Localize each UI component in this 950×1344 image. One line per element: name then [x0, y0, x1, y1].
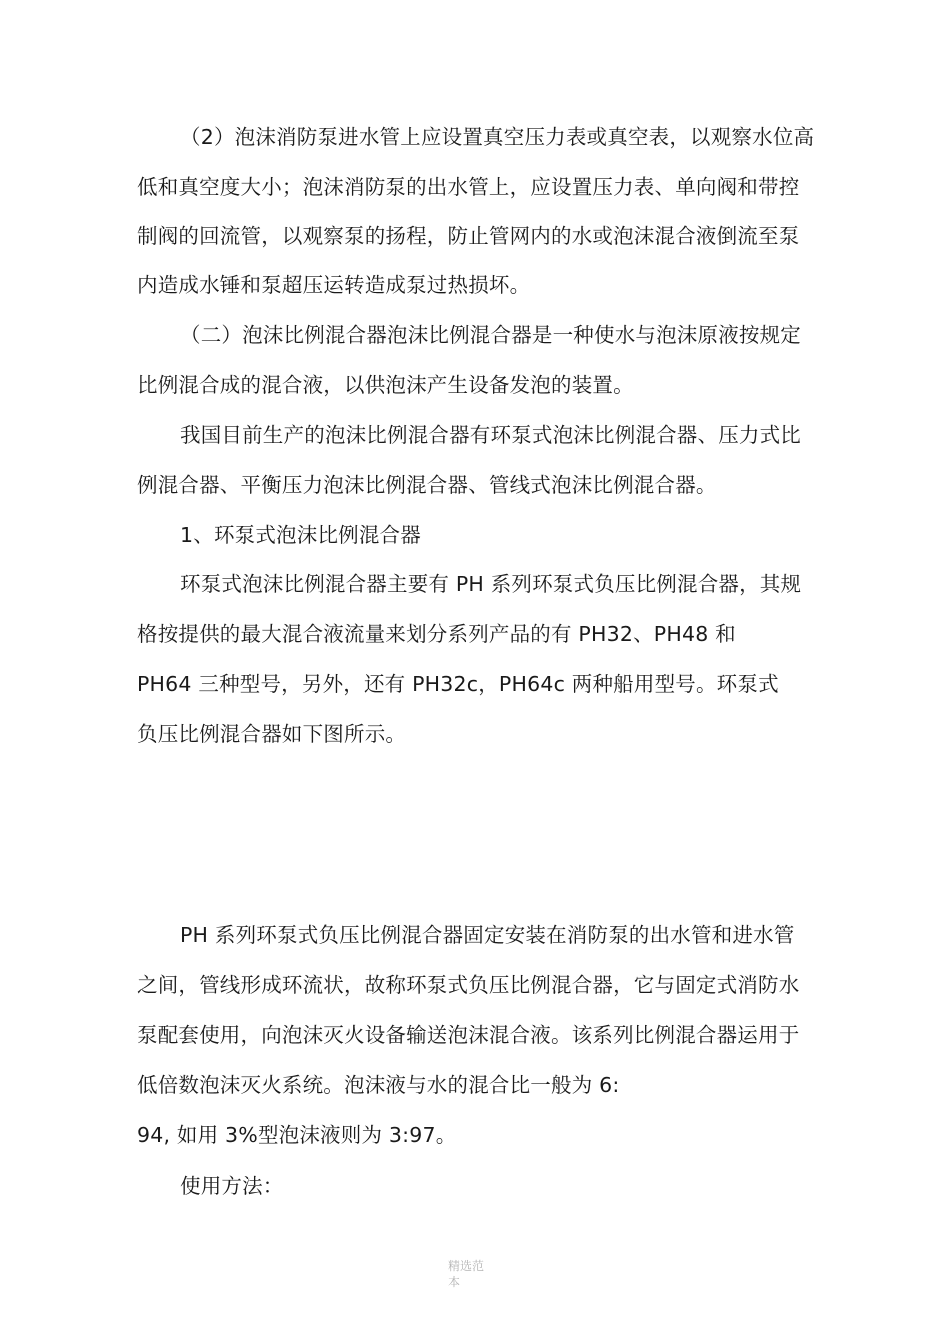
paragraph-line: PH64 三种型号，另外，还有 PH32c，PH64c 两种船用型号。环泵式 — [137, 672, 779, 696]
paragraph-line: 负压比例混合器如下图所示。 — [137, 722, 407, 746]
section-heading: 1、环泵式泡沫比例混合器 — [180, 523, 421, 547]
paragraph-line: 内造成水锤和泵超压运转造成泵过热损坏。 — [137, 273, 531, 297]
paragraph-line: 制阀的回流管，以观察泵的扬程，防止管网内的水或泡沫混合液倒流至泵 — [137, 224, 800, 248]
paragraph-line: 环泵式泡沫比例混合器主要有 PH 系列环泵式负压比例混合器，其规 — [180, 572, 802, 596]
footer-text: 本 — [448, 1275, 461, 1289]
paragraph-line: 格按提供的最大混合液流量来划分系列产品的有 PH32、PH48 和 — [137, 622, 736, 646]
paragraph-line: 94, 如用 3%型泡沫液则为 3:97。 — [137, 1123, 457, 1147]
paragraph-line: 低和真空度大小；泡沫消防泵的出水管上，应设置压力表、单向阀和带控 — [137, 175, 800, 199]
paragraph-line: 我国目前生产的泡沫比例混合器有环泵式泡沫比例混合器、压力式比 — [180, 423, 801, 447]
paragraph-line: 使用方法： — [180, 1174, 284, 1198]
footer-text: 精选范 — [448, 1259, 485, 1273]
paragraph-line: 泵配套使用，向泡沫灭火设备输送泡沫混合液。该系列比例混合器运用于 — [137, 1023, 800, 1047]
paragraph-line: 低倍数泡沫灭火系统。泡沫液与水的混合比一般为 6: — [137, 1073, 620, 1097]
paragraph-line: 例混合器、平衡压力泡沫比例混合器、管线式泡沫比例混合器。 — [137, 473, 717, 497]
paragraph-line: PH 系列环泵式负压比例混合器固定安装在消防泵的出水管和进水管 — [180, 923, 795, 947]
paragraph-line: 之间，管线形成环流状，故称环泵式负压比例混合器，它与固定式消防水 — [137, 973, 800, 997]
paragraph-line: （二）泡沫比例混合器泡沫比例混合器是一种使水与泡沫原液按规定 — [180, 323, 801, 347]
paragraph-line: 比例混合成的混合液，以供泡沫产生设备发泡的装置。 — [137, 373, 634, 397]
paragraph-line: （2）泡沫消防泵进水管上应设置真空压力表或真空表，以观察水位高 — [180, 125, 815, 149]
